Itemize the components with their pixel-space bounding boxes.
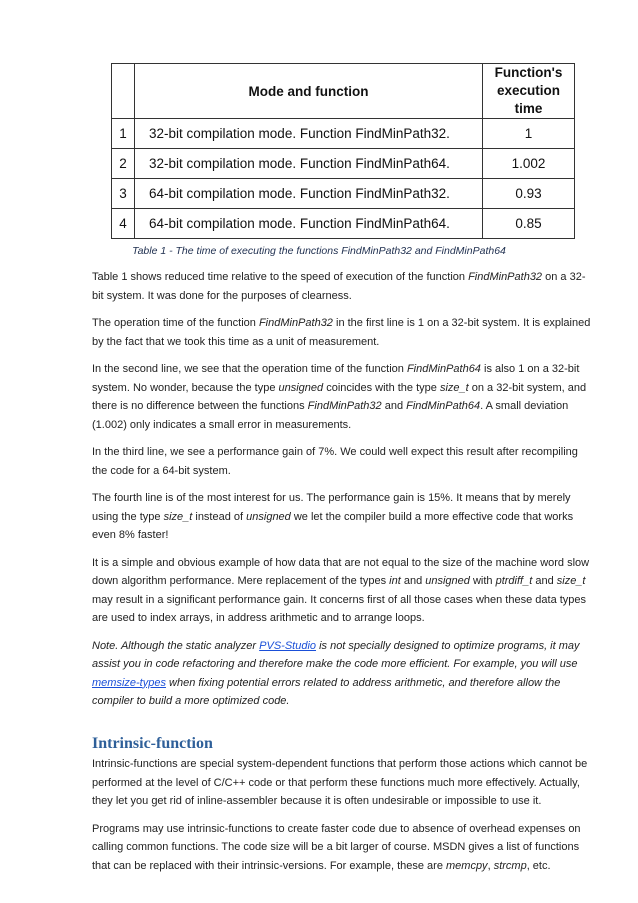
- paragraph: [92, 360, 592, 434]
- text-run: on a 32-bit system, and there is no difference between the functions: [92, 381, 587, 412]
- text-run-italic: size_t: [439, 381, 469, 394]
- text-run-italic: size_t: [556, 575, 586, 587]
- text-run: when fixing potential errors related to address arithmetic, and therefore allow the compiler to build a more optimized code.: [92, 676, 561, 707]
- text-run-italic: FindMinPath64: [406, 400, 481, 412]
- text-run: we let the compiler build a more effective code that works even 8% faster!: [92, 510, 574, 541]
- text-run: may result in a significant performance gain. It concerns first of all those cases when these data types are used to index arrays, in address arithmetic and to arrange loops.: [92, 593, 587, 624]
- text-run: The fourth line is of the most interest for us. The performance gain is 15%. It means that by merely using the type: [92, 492, 571, 523]
- text-run-italic: memcpy: [446, 859, 488, 872]
- row-mode: 32-bit compilation mode. Function FindMinPath32.: [135, 119, 483, 149]
- paragraph: [92, 489, 592, 545]
- paragraph: [92, 820, 592, 876]
- text-run: and: [381, 400, 407, 412]
- text-run: with: [469, 575, 496, 587]
- text-run-italic: FindMinPath64: [406, 363, 481, 375]
- paragraph: [92, 314, 592, 351]
- text-run: The operation time of the function: [92, 317, 259, 329]
- text-run: In the second line, we see that the operation time of the function: [92, 363, 407, 375]
- paragraph: [92, 268, 592, 305]
- text-run: on a 32-bit system. It was done for the purposes of clearness.: [92, 271, 586, 302]
- text-run-italic: int: [389, 575, 401, 587]
- text-run: It is a simple and obvious example of how data that are not equal to the size of the machine word slow down algorithm performance. Mere replacement of the types: [92, 556, 590, 587]
- row-time: 1: [483, 119, 575, 149]
- text-run: Table 1 shows reduced time relative to the speed of execution of the function: [92, 271, 469, 283]
- table-header-row: [112, 64, 575, 119]
- text-run-italic: unsigned: [425, 575, 470, 587]
- text-run-italic: strcmp: [493, 859, 527, 872]
- text-run-italic: unsigned: [278, 381, 324, 394]
- memsize-types-link[interactable]: memsize-types: [92, 676, 166, 689]
- text-run: is also 1 on a 32-bit system. No wonder, because the type: [92, 363, 580, 394]
- header-number-cell: [112, 64, 135, 119]
- section-heading: Intrinsic-function: [92, 734, 213, 752]
- table-row: [112, 149, 575, 179]
- note-paragraph: [92, 637, 592, 711]
- text-run: , etc.: [526, 859, 551, 872]
- paragraph: [92, 554, 592, 628]
- row-number: 4: [112, 209, 135, 239]
- header-time-line2: execution time: [496, 83, 561, 116]
- row-number: 1: [112, 119, 135, 149]
- text-run: . A small deviation (1.002) only indicates a small error in measurements.: [92, 400, 569, 431]
- text-run-italic: FindMinPath32: [307, 400, 382, 412]
- row-time: 0.85: [483, 209, 575, 239]
- text-run: ,: [487, 859, 494, 872]
- text-run: is not specially designed to optimize programs, it may assist you in code refactoring and therefore make the code more efficient. For example, you will use: [92, 639, 580, 670]
- text-run: in the first line is 1 on a 32-bit system. It is explained by the fact that we took this time as a unit of measurement.: [92, 317, 591, 348]
- row-time: 1.002: [483, 149, 575, 179]
- body-text: [92, 268, 592, 884]
- row-number: 3: [112, 179, 135, 209]
- table-row: [112, 179, 575, 209]
- pvs-studio-link[interactable]: PVS-Studio: [259, 639, 317, 652]
- row-time: 0.93: [483, 179, 575, 209]
- text-run: Programs may use intrinsic-functions to create faster code due to absence of overhead expenses on calling common functions. The code size will be a bit larger of course. MSDN gives a list of functions that can be replaced with their intrinsic-versions. For example, these are: [92, 822, 581, 872]
- text-run: and: [532, 575, 557, 587]
- table-caption: Table 1 - The time of executing the functions FindMinPath32 and FindMinPath64: [132, 245, 506, 257]
- header-time-cell: [483, 64, 575, 119]
- header-time-line1: Function's: [494, 65, 563, 80]
- header-mode-cell: Mode and function: [135, 64, 483, 119]
- text-run-italic: FindMinPath32: [258, 317, 333, 329]
- text-run-italic: unsigned: [246, 510, 291, 523]
- text-run: and: [400, 575, 426, 587]
- text-run-italic: ptrdiff_t: [495, 575, 533, 587]
- text-run-italic: size_t: [163, 510, 193, 523]
- table-row: [112, 209, 575, 239]
- text-run: Note. Although the static analyzer: [92, 639, 260, 652]
- text-run: coincides with the type: [323, 381, 440, 394]
- results-table: [111, 63, 575, 239]
- row-number: 2: [112, 149, 135, 179]
- table-row: [112, 119, 575, 149]
- row-mode: 64-bit compilation mode. Function FindMinPath64.: [135, 209, 483, 239]
- text-run: instead of: [192, 510, 247, 523]
- paragraph: Intrinsic-functions are special system-dependent functions that perform those actions which cannot be performed at the level of C/C++ code or that perform these functions much more effectively. Actually, they let you get rid of inline-assembler because it is often undesirable or impossible to use it.: [92, 758, 588, 807]
- row-mode: 32-bit compilation mode. Function FindMinPath64.: [135, 149, 483, 179]
- paragraph: In the third line, we see a performance gain of 7%. We could well expect this result after recompiling the code for a 64-bit system.: [92, 446, 578, 477]
- row-mode: 64-bit compilation mode. Function FindMinPath32.: [135, 179, 483, 209]
- text-run-italic: FindMinPath32: [468, 271, 543, 283]
